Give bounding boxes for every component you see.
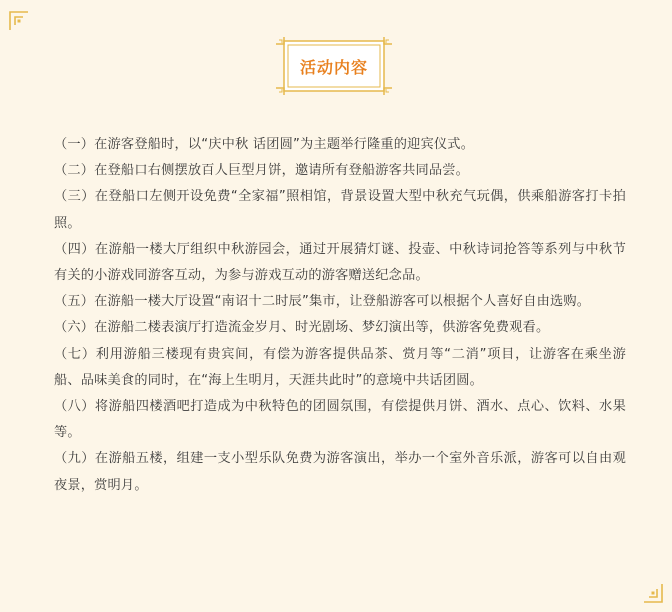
list-item: （一）在游客登船时，以“庆中秋 话团圆”为主题举行隆重的迎宾仪式。: [54, 137, 475, 152]
corner-ornament-icon: [8, 10, 30, 32]
list-item: （八）将游船四楼酒吧打造成为中秋特色的团圆氛围，有偿提供月饼、酒水、点心、饮料、水果等。: [54, 399, 626, 441]
corner-ornament-icon: [642, 582, 664, 604]
activity-list: [54, 132, 626, 499]
list-item: （七）利用游船三楼现有贵宾间，有偿为游客提供品茶、赏月等“二消”项目，让游客在乘坐游船、品味美食的同时，在“海上生明月，天涯共此时”的意境中共话团圆。: [54, 346, 626, 388]
section-title: 活动内容: [299, 57, 368, 77]
list-item: （二）在登船口右侧摆放百人巨型月饼，邀请所有登船游客共同品尝。: [54, 163, 470, 179]
list-item: （九）在游船五楼，组建一支小型乐队免费为游客演出，举办一个室外音乐派，游客可以自由观夜景，赏明月。: [54, 451, 626, 493]
list-item: （四）在游船一楼大厅组织中秋游园会，通过开展猜灯谜、投壶、中秋诗词抢答等系列与中秋节有关的小游戏同游客互动，为参与游戏互动的游客赠送纪念品。: [54, 241, 626, 284]
section-title-frame: [275, 36, 393, 96]
list-item: （三）在登船口左侧开设免费“全家福”照相馆，背景设置大型中秋充气玩偶，供乘船游客打卡拍照。: [54, 189, 626, 231]
list-item: （六）在游船二楼表演厅打造流金岁月、时光剧场、梦幻演出等，供游客免费观看。: [54, 320, 550, 336]
list-item: （五）在游船一楼大厅设置“南诏十二时辰”集市，让登船游客可以根据个人喜好自由选购。: [54, 294, 591, 310]
